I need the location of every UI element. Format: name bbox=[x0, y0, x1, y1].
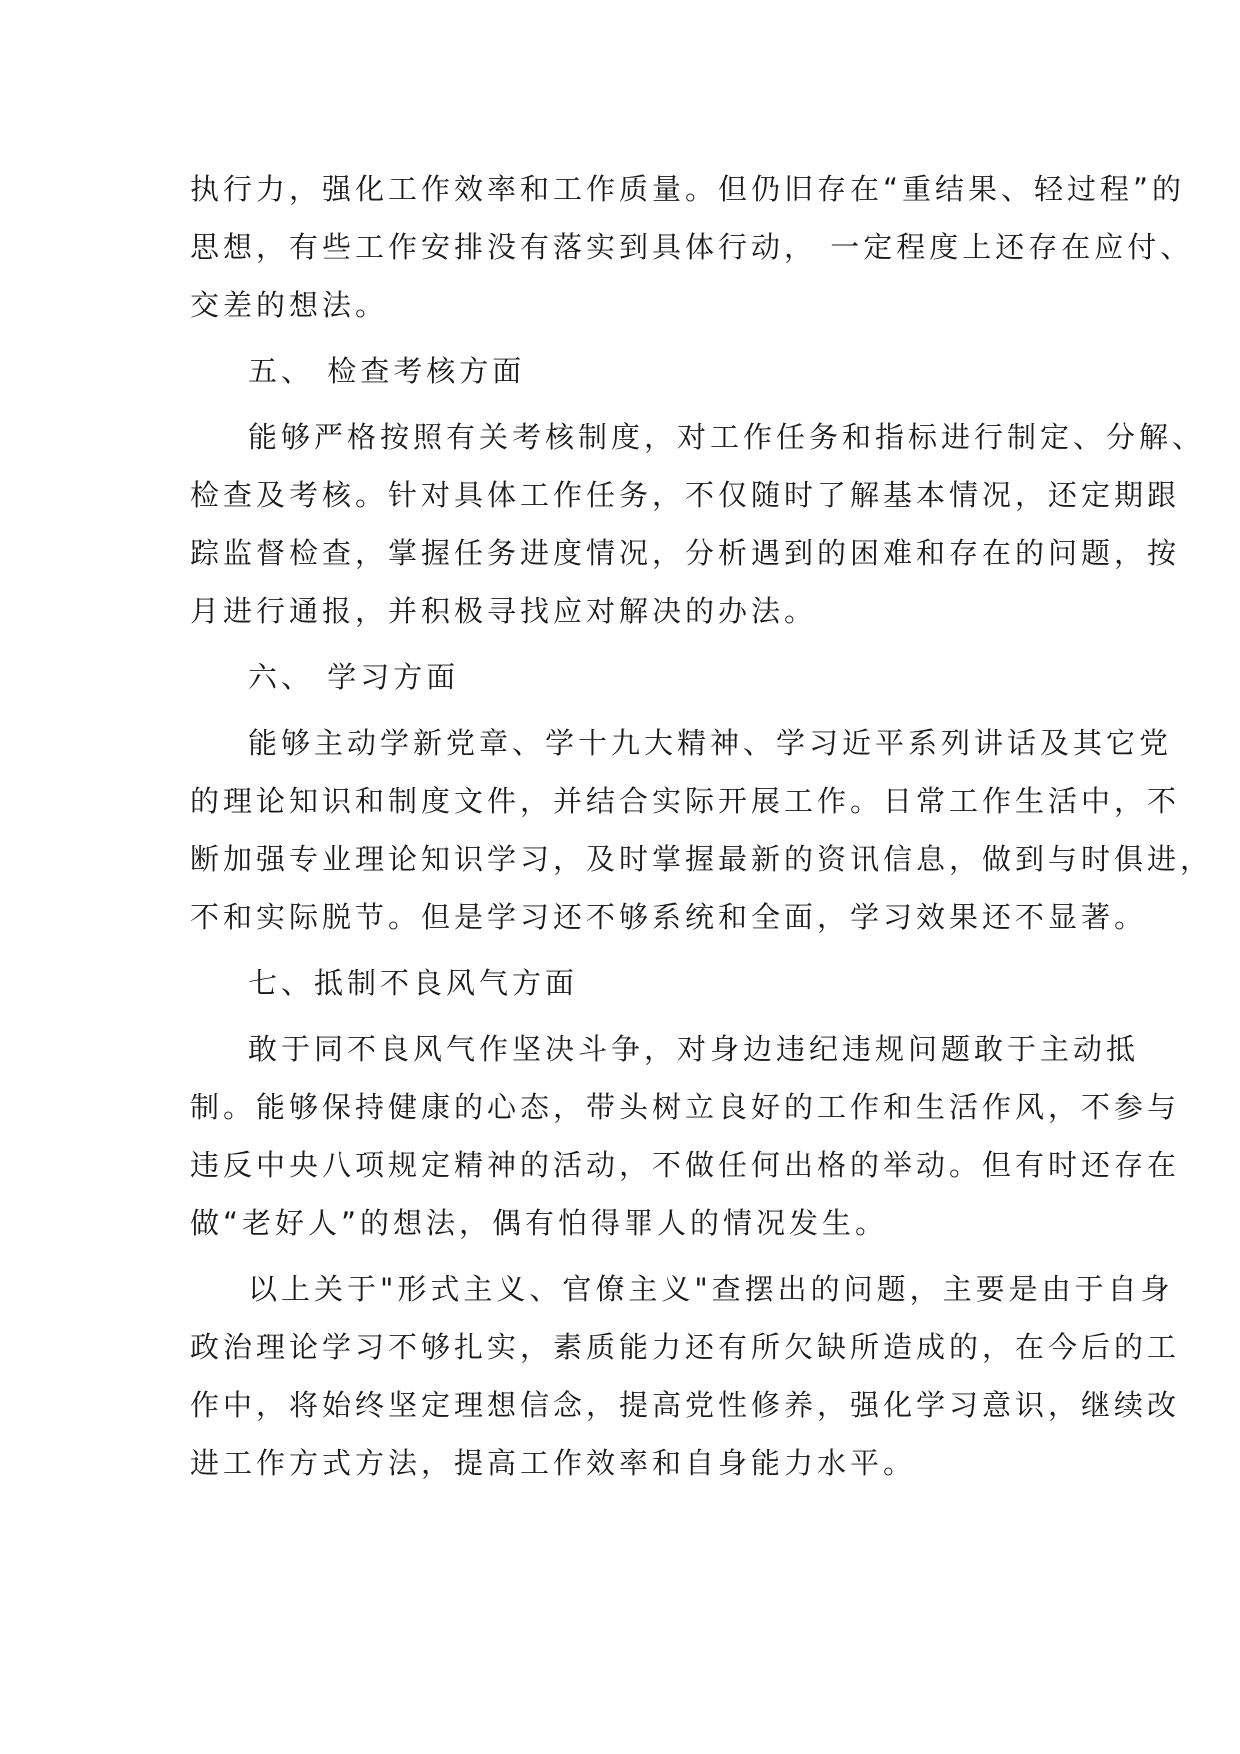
text-line: 能够严格按照有关考核制度，对工作任务和指标进行制定、分解、 bbox=[248, 420, 1206, 454]
text-line: 能够主动学新党章、学十九大精神、学习近平系列讲话及其它党 bbox=[248, 726, 1173, 760]
section-heading-6: 六、 学习方面 bbox=[248, 660, 460, 694]
text-line: 制。能够保持健康的心态，带头树立良好的工作和生活作风，不参与 bbox=[190, 1090, 1181, 1124]
document-body bbox=[190, 160, 1214, 1492]
section-heading-5: 五、 检查考核方面 bbox=[248, 354, 526, 388]
paragraph-inspection bbox=[190, 408, 1206, 640]
text-line: 做“老好人”的想法，偶有怕得罪人的情况发生。 bbox=[190, 1206, 889, 1240]
text-line: 进工作方式方法，提高工作效率和自身能力水平。 bbox=[190, 1446, 917, 1480]
text-line: 的理论知识和制度文件，并结合实际开展工作。日常工作生活中，不 bbox=[190, 784, 1181, 818]
paragraph-ethos bbox=[190, 1020, 1181, 1252]
text-line: 检查及考核。针对具体工作任务，不仅随时了解基本情况，还定期跟 bbox=[190, 478, 1181, 512]
text-line: 不和实际脱节。但是学习还不够系统和全面，学习效果还不显著。 bbox=[190, 900, 1148, 934]
text-line: 政治理论学习不够扎实，素质能力还有所欠缺所造成的，在今后的工 bbox=[190, 1330, 1181, 1364]
text-line: 以上关于"形式主义、官僚主义"查摆出的问题，主要是由于自身 bbox=[248, 1272, 1174, 1306]
paragraph-study bbox=[190, 714, 1214, 946]
text-line: 违反中央八项规定精神的活动，不做任何出格的举动。但有时还存在 bbox=[190, 1148, 1181, 1182]
text-line: 思想，有些工作安排没有落实到具体行动， 一定程度上还存在应付、 bbox=[190, 230, 1194, 264]
text-line: 断加强专业理论知识学习，及时掌握最新的资讯信息，做到与时俱进， bbox=[190, 842, 1214, 876]
text-line: 作中，将始终坚定理想信念，提高党性修养，强化学习意识，继续改 bbox=[190, 1388, 1181, 1422]
text-line: 敢于同不良风气作坚决斗争，对身边违纪违规问题敢于主动抵 bbox=[248, 1032, 1140, 1066]
text-line: 踪监督检查，掌握任务进度情况，分析遇到的困难和存在的问题，按 bbox=[190, 536, 1181, 570]
section-heading-7: 七、抵制不良风气方面 bbox=[248, 966, 579, 1000]
paragraph-summary bbox=[190, 1260, 1181, 1492]
text-line: 执行力，强化工作效率和工作质量。但仍旧存在“重结果、轻过程”的 bbox=[190, 172, 1186, 206]
text-line: 月进行通报，并积极寻找应对解决的办法。 bbox=[190, 594, 818, 628]
paragraph-intro bbox=[190, 160, 1194, 334]
text-line: 交差的想法。 bbox=[190, 288, 389, 322]
